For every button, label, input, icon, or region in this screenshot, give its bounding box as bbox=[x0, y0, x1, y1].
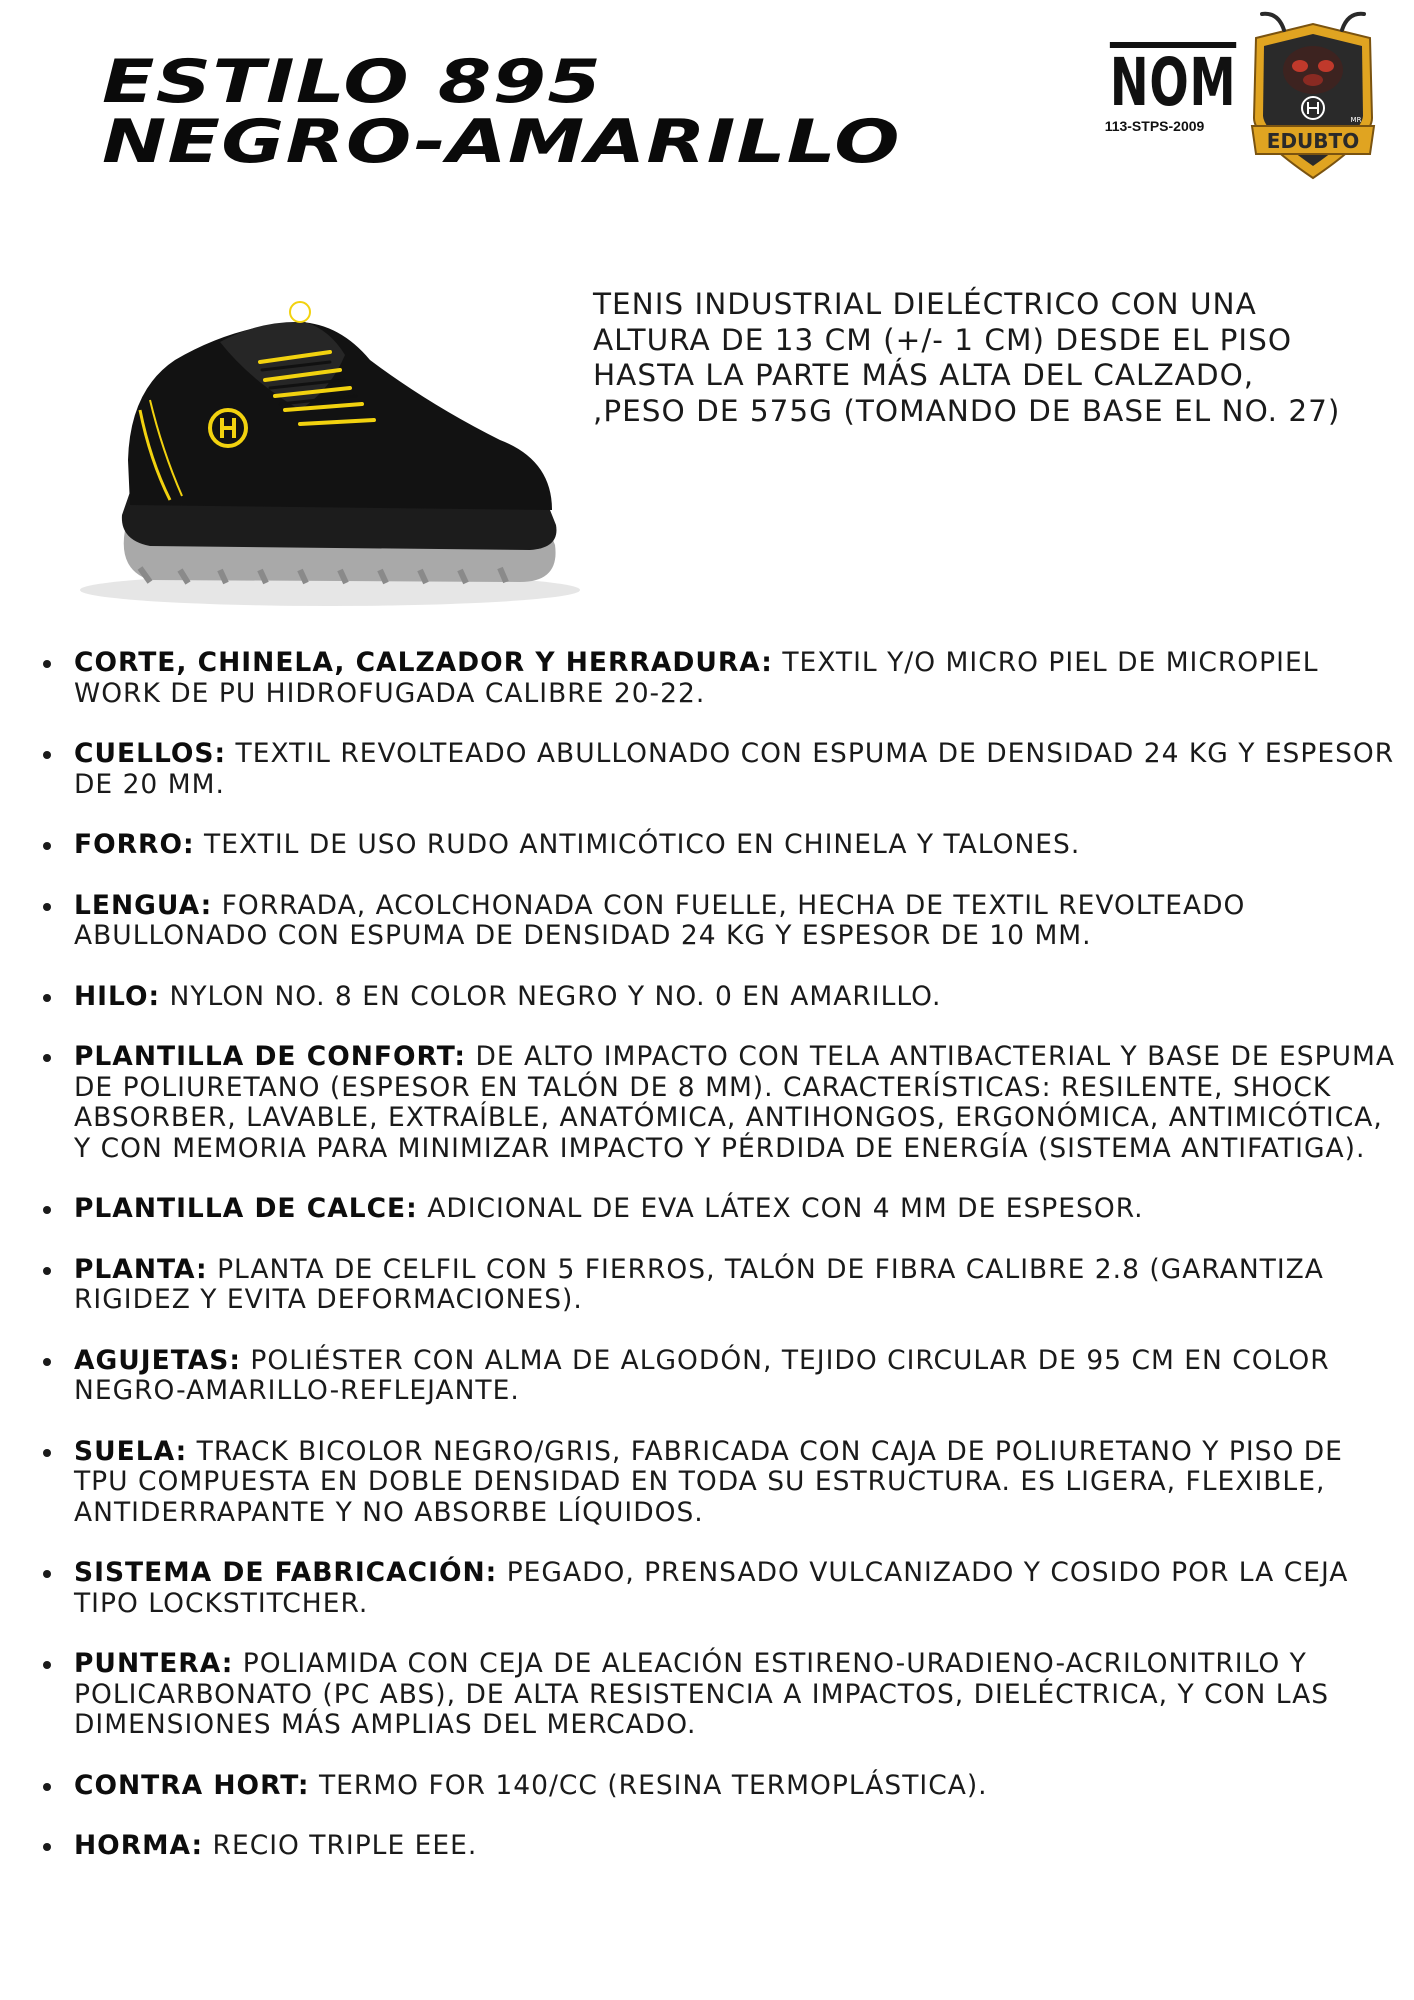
spec-label: PLANTA: bbox=[74, 1253, 208, 1285]
spec-puntera bbox=[38, 1649, 1398, 1741]
spec-text: TEXTIL REVOLTEADO ABULLONADO CON ESPUMA DE DENSIDAD 24 KG Y ESPESOR DE 20 MM. bbox=[74, 738, 1395, 800]
spec-label: CONTRA HORT: bbox=[74, 1769, 310, 1801]
spec-text: TRACK BICOLOR NEGRO/GRIS, FABRICADA CON CAJA DE POLIURETANO Y PISO DE TPU COMPUESTA EN DOBLE DENSIDAD EN TODA SU ESTRUCTURA. ES LIGERA, FLEXIBLE, ANTIDERRAPANTE Y NO ABSORBE LÍQUIDOS. bbox=[74, 1435, 1343, 1528]
spec-lengua bbox=[38, 891, 1398, 952]
spec-cuellos bbox=[38, 739, 1398, 800]
spec-agujetas bbox=[38, 1346, 1398, 1407]
spec-text: ADICIONAL DE EVA LÁTEX CON 4 MM DE ESPESOR. bbox=[427, 1193, 1144, 1224]
spec-text: NYLON NO. 8 EN COLOR NEGRO Y NO. 0 EN AMARILLO. bbox=[169, 980, 942, 1012]
nom-mark: NOM bbox=[1109, 44, 1237, 121]
nom-certification-badge bbox=[1092, 42, 1237, 134]
spec-text: PLANTA DE CELFIL CON 5 FIERROS, TALÓN DE FIBRA CALIBRE 2.8 (GARANTIZA RIGIDEZ Y EVITA DEFORMACIONES). bbox=[74, 1253, 1324, 1315]
spec-label: CUELLOS: bbox=[74, 738, 227, 769]
spec-label: CORTE, CHINELA, CALZADOR Y HERRADURA: bbox=[74, 647, 773, 678]
edubto-brand-logo bbox=[1238, 8, 1388, 184]
title-line-color: NEGRO-AMARILLO bbox=[102, 107, 901, 177]
spec-sistema-fabricacion bbox=[38, 1558, 1398, 1619]
spec-suela bbox=[38, 1437, 1398, 1529]
spec-planta bbox=[38, 1255, 1398, 1316]
specifications-list bbox=[38, 648, 1398, 1892]
spec-text: RECIO TRIPLE EEE. bbox=[212, 1830, 478, 1861]
spec-label: SISTEMA DE FABRICACIÓN: bbox=[74, 1557, 498, 1588]
spec-text: POLIAMIDA CON CEJA DE ALEACIÓN ESTIRENO-URADIENO-ACRILONITRILO Y POLICARBONATO (PC ABS), DE ALTA RESISTENCIA A IMPACTOS, DIELÉCTRICA, Y CON LAS DIMENSIONES MÁS AMPLIAS DEL MERCADO. bbox=[74, 1648, 1330, 1740]
spec-text: TEXTIL Y/O MICRO PIEL DE MICROPIEL WORK DE PU HIDROFUGADA CALIBRE 20-22. bbox=[74, 647, 1319, 709]
spec-text: POLIÉSTER CON ALMA DE ALGODÓN, TEJIDO CIRCULAR DE 95 CM EN COLOR NEGRO-AMARILLO-REFLEJANTE. bbox=[74, 1344, 1330, 1406]
spec-label: LENGUA: bbox=[74, 889, 213, 921]
spec-text: DE ALTO IMPACTO CON TELA ANTIBACTERIAL Y BASE DE ESPUMA DE POLIURETANO (ESPESOR EN TALÓN DE 8 MM). CARACTERÍSTICAS: RESILENTE, SHOCK ABSORBER, LAVABLE, EXTRAÍBLE, ANATÓMICA, ANTIHONGOS, ERGONÓMICA, ANTIMICÓTICA, Y CON MEMORIA PARA MINIMIZAR IMPACTO Y PÉRDIDA DE ENERGÍA (SISTEMA ANTIFATIGA). bbox=[74, 1041, 1395, 1164]
spec-label: HILO: bbox=[74, 980, 161, 1012]
product-title bbox=[102, 47, 901, 177]
spec-plantilla-confort bbox=[38, 1042, 1398, 1164]
spec-horma bbox=[38, 1831, 1398, 1862]
title-line-style: ESTILO 895 bbox=[102, 47, 603, 117]
nom-code: 113-STPS-2009 bbox=[1104, 118, 1205, 134]
product-description: TENIS INDUSTRIAL DIELÉCTRICO CON UNA ALTURA DE 13 CM (+/- 1 CM) DESDE EL PISO HASTA LA PARTE MÁS ALTA DEL CALZADO, ,PESO DE 575G (TOMANDO DE BASE EL NO. 27) bbox=[593, 287, 1341, 428]
spec-label: PUNTERA: bbox=[74, 1648, 234, 1679]
spec-label: FORRO: bbox=[74, 829, 195, 860]
spec-contra-hort bbox=[38, 1771, 1398, 1802]
spec-text: PEGADO, PRENSADO VULCANIZADO Y COSIDO POR LA CEJA TIPO LOCKSTITCHER. bbox=[74, 1557, 1349, 1619]
spec-text: FORRADA, ACOLCHONADA CON FUELLE, HECHA DE TEXTIL REVOLTEADO ABULLONADO CON ESPUMA DE DENSIDAD 24 KG Y ESPESOR DE 10 MM. bbox=[74, 889, 1246, 951]
spec-forro bbox=[38, 830, 1398, 861]
spec-corte bbox=[38, 648, 1398, 709]
spec-label: AGUJETAS: bbox=[74, 1344, 241, 1376]
spec-text: TEXTIL DE USO RUDO ANTIMICÓTICO EN CHINELA Y TALONES. bbox=[204, 829, 1081, 860]
spec-label: SUELA: bbox=[74, 1435, 188, 1467]
spec-plantilla-calce bbox=[38, 1194, 1398, 1225]
product-shoe-image bbox=[0, 300, 580, 610]
edubto-logo-text: EDUBTO bbox=[1266, 129, 1360, 153]
spec-text: TERMO FOR 140/CC (RESINA TERMOPLÁSTICA). bbox=[318, 1769, 988, 1801]
spec-label: PLANTILLA DE CONFORT: bbox=[74, 1041, 466, 1072]
spec-hilo bbox=[38, 982, 1398, 1013]
spec-label: PLANTILLA DE CALCE: bbox=[74, 1193, 418, 1224]
spec-label: HORMA: bbox=[74, 1830, 204, 1861]
edubto-logo-mark: MR bbox=[1350, 116, 1362, 124]
